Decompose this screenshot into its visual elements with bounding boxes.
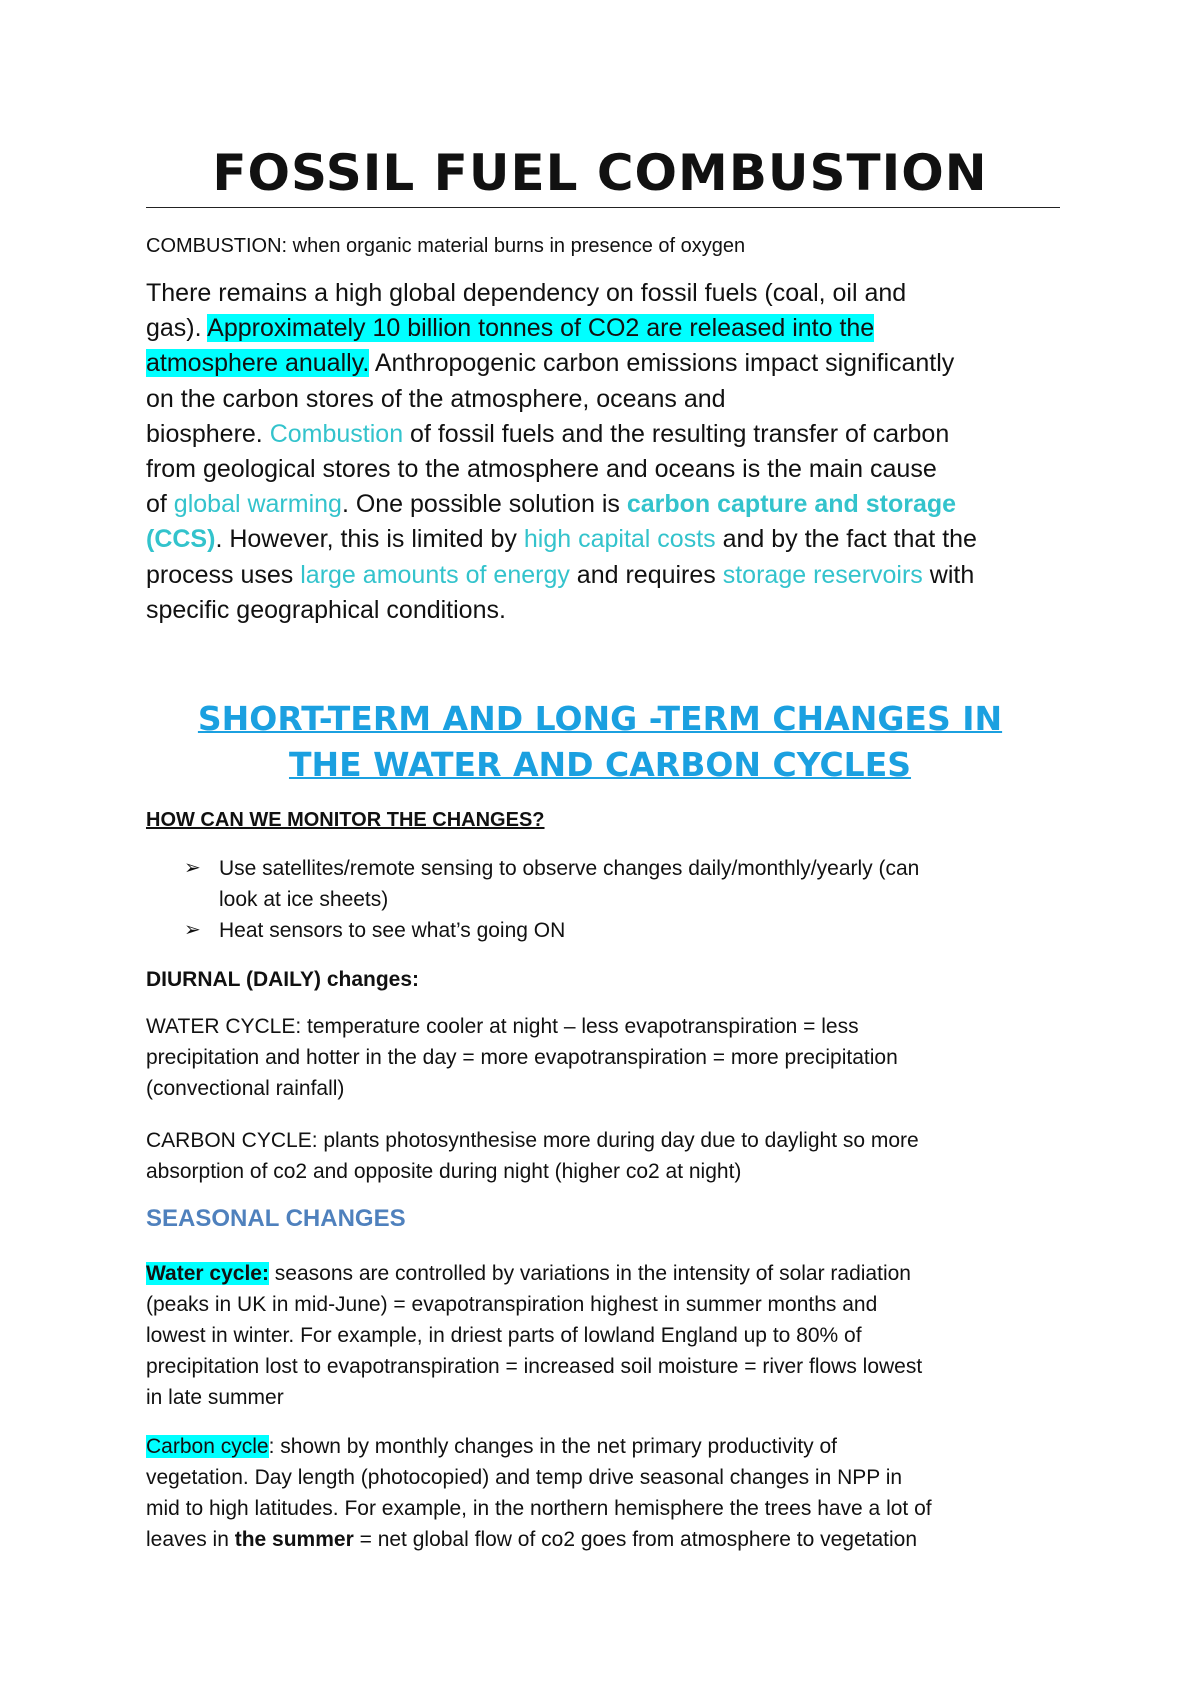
paragraph-line: in late summer — [146, 1386, 284, 1409]
paragraph-line — [146, 382, 1076, 417]
paragraph-line: (peaks in UK in mid-June) = evapotranspiration highest in summer months and — [146, 1293, 878, 1316]
paragraph-line: lowest in winter. For example, in driest parts of lowland England up to 80% of — [146, 1324, 862, 1347]
text-run: biosphere. — [146, 419, 270, 448]
paragraph-line — [146, 311, 1076, 346]
text-run: with — [922, 560, 975, 589]
text-run: on the carbon stores of the atmosphere, oceans and — [146, 384, 726, 413]
title-underline-rule — [146, 207, 1060, 208]
carbon-cycle-diurnal-paragraph — [146, 1125, 1076, 1187]
paragraph-line — [146, 487, 1076, 522]
text-run: leaves in — [146, 1528, 235, 1551]
text-run: . However, this is limited by — [215, 525, 524, 554]
seasonal-changes-heading: SEASONAL CHANGES — [146, 1205, 406, 1232]
fossil-fuel-paragraph — [146, 276, 1076, 628]
text-run: look at ice sheets) — [219, 888, 389, 911]
paragraph-line: WATER CYCLE: temperature cooler at night – less evapotranspiration = less — [146, 1015, 859, 1038]
monitor-bullet-list — [146, 853, 1066, 946]
paragraph-line — [146, 1258, 1076, 1289]
keyword-global-warming: global warming — [173, 490, 342, 519]
paragraph-line — [146, 346, 1076, 381]
paragraph-line — [146, 417, 1076, 452]
paragraph-line — [146, 276, 1076, 311]
text-run: and by the fact that the — [715, 525, 977, 554]
paragraph-line: CARBON CYCLE: plants photosynthesise more during day due to daylight so more — [146, 1129, 919, 1152]
text-run: of fossil fuels and the resulting transfer of carbon — [403, 419, 950, 448]
section-heading-line-1: SHORT-TERM AND LONG -TERM CHANGES IN — [197, 699, 1003, 738]
text-run: = net global flow of co2 goes from atmosphere to vegetation — [353, 1528, 918, 1551]
paragraph-line: precipitation and hotter in the day = more evapotranspiration = more precipitation — [146, 1046, 898, 1069]
keyword-energy: large amounts of energy — [300, 560, 570, 589]
page-title: FOSSIL FUEL COMBUSTION — [212, 144, 988, 202]
keyword-combustion: Combustion — [269, 419, 404, 448]
text-run: gas). — [146, 314, 208, 343]
paragraph-line: precipitation lost to evapotranspiration = increased soil moisture = river flows lowest — [146, 1355, 923, 1378]
paragraph-line — [146, 522, 1076, 557]
keyword-capital-costs: high capital costs — [523, 525, 716, 554]
text-run: : shown by monthly changes in the net primary productivity of — [268, 1435, 838, 1458]
keyword-ccs-abbrev: (CCS) — [146, 525, 216, 554]
highlighted-text: Approximately 10 billion tonnes of CO2 are released into the — [207, 314, 875, 343]
paragraph-line — [146, 1524, 1076, 1555]
bold-text: the summer — [234, 1528, 354, 1551]
combustion-definition: COMBUSTION: when organic material burns in presence of oxygen — [146, 235, 746, 257]
paragraph-line — [146, 558, 1076, 593]
paragraph-line — [146, 452, 1076, 487]
text-run: and requires — [569, 560, 723, 589]
paragraph-line — [146, 593, 1076, 628]
text-run: Heat sensors to see what’s going ON — [219, 919, 566, 942]
carbon-cycle-label: Carbon cycle — [146, 1435, 269, 1458]
list-item-continuation — [146, 884, 1066, 915]
text-run: . One possible solution is — [341, 490, 627, 519]
section-heading-line-2: THE WATER AND CARBON CYCLES — [288, 745, 912, 784]
paragraph-line: (convectional rainfall) — [146, 1077, 345, 1100]
keyword-ccs: carbon capture and storage — [626, 490, 957, 519]
list-item — [146, 853, 1066, 884]
text-run: seasons are controlled by variations in the intensity of solar radiation — [268, 1262, 911, 1285]
water-cycle-label: Water cycle: — [146, 1262, 269, 1285]
diurnal-heading: DIURNAL (DAILY) changes: — [146, 968, 420, 991]
text-run: specific geographical conditions. — [146, 595, 506, 624]
paragraph-line: vegetation. Day length (photocopied) and temp drive seasonal changes in NPP in — [146, 1466, 903, 1489]
paragraph-line: mid to high latitudes. For example, in the northern hemisphere the trees have a lot of — [146, 1497, 932, 1520]
text-run: Anthropogenic carbon emissions impact significantly — [369, 349, 955, 378]
text-run: from geological stores to the atmosphere and oceans is the main cause — [146, 455, 937, 484]
water-cycle-seasonal-paragraph — [146, 1258, 1076, 1413]
highlighted-text: atmosphere anually. — [146, 349, 370, 378]
monitor-heading: HOW CAN WE MONITOR THE CHANGES? — [146, 809, 545, 831]
list-item — [146, 915, 1066, 946]
text-run: Use satellites/remote sensing to observe changes daily/monthly/yearly (can — [219, 857, 920, 880]
keyword-storage-reservoirs: storage reservoirs — [722, 560, 923, 589]
paragraph-line: absorption of co2 and opposite during night (higher co2 at night) — [146, 1160, 742, 1183]
water-cycle-diurnal-paragraph — [146, 1011, 1076, 1104]
arrow-bullet-icon: ➢ — [184, 919, 201, 941]
text-run: of — [146, 490, 174, 519]
paragraph-line — [146, 1431, 1076, 1462]
arrow-bullet-icon: ➢ — [184, 857, 201, 879]
carbon-cycle-seasonal-paragraph — [146, 1431, 1076, 1555]
text-run: process uses — [146, 560, 301, 589]
text-run: There remains a high global dependency on fossil fuels (coal, oil and — [146, 279, 907, 307]
